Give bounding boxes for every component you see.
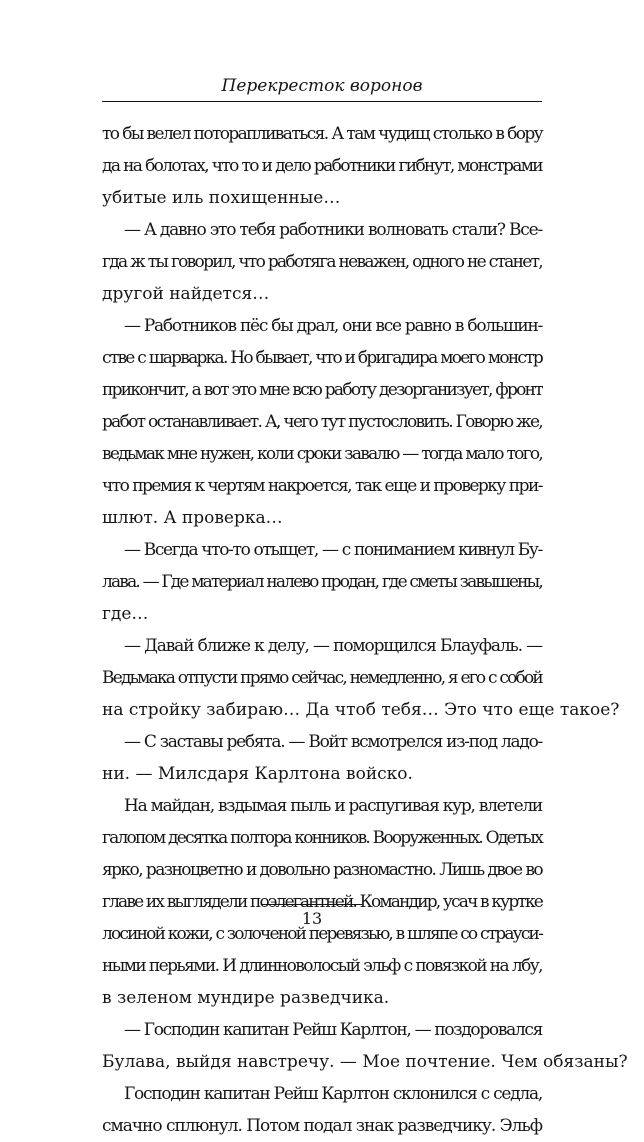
text-line: галопом десятка полтора конников. Вооруженных. Одетых <box>102 828 542 848</box>
text-line: смачно сплюнул. Потом подал знак разведчику. Эльф <box>102 1116 542 1136</box>
text-line: гда ж ты говорил, что работяга неважен, одного не станет, <box>102 252 542 272</box>
text-line: в зеленом мундире разведчика. <box>102 988 390 1008</box>
text-line: — С заставы ребята. — Войт всмотрелся из-под ладо- <box>124 732 542 752</box>
text-line: лосиной кожи, с золоченой перевязью, в шляпе со страуси- <box>102 924 542 944</box>
text-line: да на болотах, что то и дело работники гибнут, монстрами <box>102 156 542 176</box>
text-line: ни. — Милсдаря Карлтона войско. <box>102 764 413 784</box>
footer-rule <box>262 904 362 905</box>
text-line: — Работников пёс бы драл, они все равно в большин- <box>124 316 543 336</box>
text-line: работ останавливает. А, чего тут пустословить. Говорю же, <box>102 412 542 432</box>
text-line: — Господин капитан Рейш Карлтон, — поздоровался <box>124 1020 542 1040</box>
text-line: лава. — Где материал налево продан, где сметы завышены, <box>102 572 542 592</box>
text-line: — Давай ближе к делу, — поморщился Блауфаль. — <box>124 636 542 656</box>
header-rule <box>102 101 542 102</box>
text-line: ными перьями. И длинноволосый эльф с повязкой на лбу, <box>102 956 542 976</box>
text-line: другой найдется… <box>102 284 270 304</box>
text-line: — Всегда что-то отыщет, — с пониманием кивнул Бу- <box>124 540 542 560</box>
text-line: на стройку забираю… Да чтоб тебя… Это что еще такое? <box>102 700 620 720</box>
text-line: то бы велел поторапливаться. А там чудищ столько в бору <box>102 124 542 144</box>
text-line: ярко, разноцветно и довольно разномастно. Лишь двое во <box>102 860 542 880</box>
text-line: Господин капитан Рейш Карлтон склонился с седла, <box>124 1084 542 1104</box>
text-line: — А давно это тебя работники волновать стали? Все- <box>124 220 542 240</box>
page-number: 13 <box>301 909 323 928</box>
text-line: На майдан, вздымая пыль и распугивая кур, влетели <box>124 796 542 816</box>
text-line: прикончит, а вот это мне всю работу дезорганизует, фронт <box>102 380 542 400</box>
text-line: где… <box>102 604 149 624</box>
text-line: убитые иль похищенные… <box>102 188 341 208</box>
body-text <box>102 118 628 1142</box>
text-line: стве с шарварка. Но бывает, что и бригадира моего монстр <box>102 348 542 368</box>
text-line: что премия к чертям накроется, так еще и проверку при- <box>102 476 542 496</box>
text-line: ведьмак мне нужен, коли сроки завалю — тогда мало того, <box>102 444 542 464</box>
text-line: шлют. А проверка… <box>102 508 283 528</box>
text-line: Булава, выйдя навстречу. — Мое почтение. Чем обязаны? <box>102 1052 628 1072</box>
running-head: Перекресток воронов <box>221 76 423 96</box>
text-line: Ведьмака отпусти прямо сейчас, немедленно, я его с собой <box>102 668 542 688</box>
text-line: главе их выглядели поэлегантней. Командир, усач в куртке <box>102 892 542 912</box>
